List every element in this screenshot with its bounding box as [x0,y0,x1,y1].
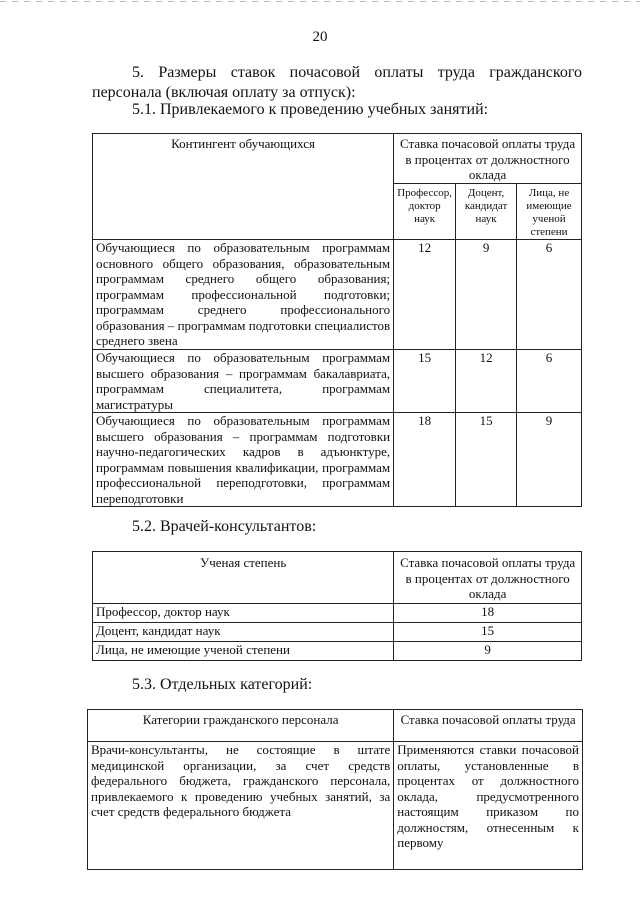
scan-top-edge [0,1,640,2]
rate-value: 18 [394,413,456,507]
table-row [88,742,583,870]
rate-value: 9 [394,642,582,661]
rate-value: 9 [517,413,582,507]
table-category-rates [87,709,583,870]
table-row [93,642,582,661]
rate-value: 12 [394,240,456,350]
header-professor: Профессор, доктор наук [394,184,456,240]
table-teaching-rates [92,133,582,507]
table-row [93,240,582,350]
table-row [93,350,582,413]
rate-value: 15 [456,413,517,507]
rate-value: 15 [394,623,582,642]
rate-value: 6 [517,350,582,413]
rate-value: 6 [517,240,582,350]
header-rate: Ставка почасовой оплаты труда в процентах от должностного оклада [394,134,582,184]
table-consultant-rates [92,551,582,661]
header-degree: Ученая степень [93,552,394,604]
section-5-2-heading: 5.2. Врачей-консультантов: [132,518,317,535]
table-row [93,604,582,623]
header-docent: Доцент, кандидат наук [456,184,517,240]
rate-value: 18 [394,604,582,623]
header-rate: Ставка почасовой оплаты труда [394,710,583,742]
rate-value: 15 [394,350,456,413]
row-description: Обучающиеся по образовательным программам основного общего образования, образовательным программам среднего общего образования; программам профессиональной подготовки; программам среднего профессионального образования – программам подготовки специалистов среднего звена [93,240,394,350]
header-rate: Ставка почасовой оплаты труда в процентах от должностного оклада [394,552,582,604]
table-row [93,623,582,642]
rate-value: 12 [456,350,517,413]
header-contingent: Контингент обучающихся [93,134,394,240]
rate-value: 9 [456,240,517,350]
header-no-degree: Лица, не имеющие ученой степени [517,184,582,240]
degree-label: Доцент, кандидат наук [93,623,394,642]
row-description: Обучающиеся по образовательным программам высшего образования – программам подготовки научно-педагогических кадров в адъюнктуре, программам повышения квалификации, программам профессиональной переподготовки, программам переподготовки [93,413,394,507]
degree-label: Профессор, доктор наук [93,604,394,623]
header-category: Категории гражданского персонала [88,710,394,742]
table-row [93,413,582,507]
row-description: Обучающиеся по образовательным программам высшего образования – программам бакалавриата, программам специалитета, программам магистратуры [93,350,394,413]
section-5-1-heading: 5.1. Привлекаемого к проведению учебных занятий: [132,101,489,118]
rate-description: Применяются ставки почасовой оплаты, установленные в процентах от должностного оклада, предусмотренного настоящим приказом по должностям, отнесенным к первому [394,742,583,870]
page-number: 20 [312,29,328,45]
section-5-heading: 5. Размеры ставок почасовой оплаты труда гражданского персонала (включая оплату за отпуск): [92,64,582,101]
degree-label: Лица, не имеющие ученой степени [93,642,394,661]
section-5-3-heading: 5.3. Отдельных категорий: [132,676,313,693]
category-description: Врачи-консультанты, не состоящие в штате медицинской организации, за счет средств федерального бюджета, гражданского персонала, привлекаемого к проведению учебных занятий, за счет средств федерального бюджета [88,742,394,870]
